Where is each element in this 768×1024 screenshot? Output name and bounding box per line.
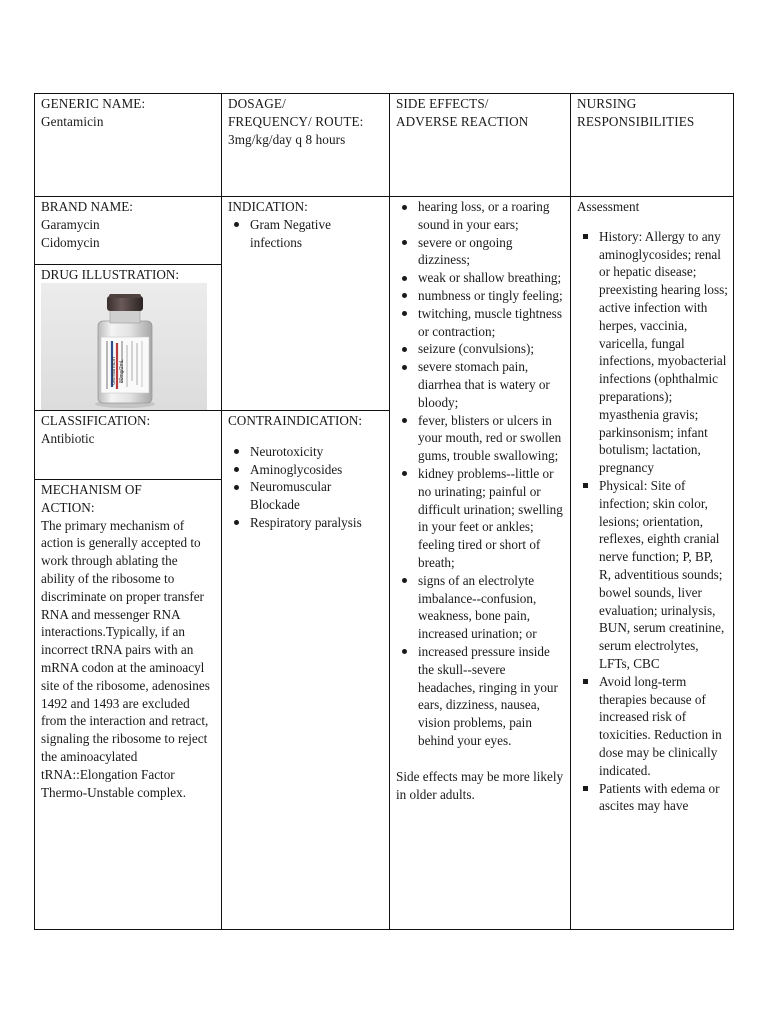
list-item: severe stomach pain, diarrhea that is watery or bloody; (396, 358, 565, 411)
side-effects-footer: Side effects may be more likely in older adults. (396, 768, 564, 802)
list-item: fever, blisters or ulcers in your mouth, red or swollen gums, trouble swallowing; (396, 412, 565, 465)
nursing-header-cell (571, 94, 733, 131)
contraindication-list (228, 443, 384, 532)
assessment-label: Assessment (577, 199, 640, 214)
table-border-right (733, 93, 734, 930)
brand-name-cell (35, 197, 221, 251)
dosage-label-line1: DOSAGE/ (228, 96, 286, 111)
brand-name-label: BRAND NAME: (41, 199, 133, 214)
dosage-cell (222, 94, 389, 148)
list-item: Aminoglycosides (228, 461, 384, 479)
list-item: Avoid long-term therapies because of increased risk of toxicities. Reduction in dose may be clinically indicated. (577, 673, 728, 780)
mechanism-label-line1: MECHANISM OF (41, 482, 142, 497)
side-effects-header-cell (390, 94, 570, 131)
list-item: numbness or tingly feeling; (396, 287, 565, 305)
list-item: severe or ongoing dizziness; (396, 234, 565, 270)
classification-label: CLASSIFICATION: (41, 413, 151, 428)
generic-name-label: GENERIC NAME: (41, 96, 146, 111)
list-item: twitching, muscle tightness or contraction; (396, 305, 565, 341)
side-effects-header-line1: SIDE EFFECTS/ (396, 96, 489, 111)
mechanism-text: The primary mechanism of action is generally accepted to work through ablating the ability of the ribosome to discriminate on proper transfer RNA and messenger RNA interactions.Typically, if an incorrect tRNA pairs with an mRNA codon at the aminoacyl site of the ribosome, adenosines 1492 and 1493 are excluded from the interaction and retract, signaling the ribosome to reject the aminoacylated tRNA::Elongation Factor Thermo-Unstable complex. (41, 517, 210, 800)
list-item: kidney problems--little or no urinating; painful or difficult urination; swelling in your feet or ankles; feeling tired or short of breath; (396, 465, 565, 572)
nursing-cell (571, 197, 733, 929)
drug-illustration-label: DRUG ILLUSTRATION: (41, 267, 180, 282)
table-border-bottom (34, 929, 734, 930)
side-effects-cell (390, 197, 570, 803)
list-item: Gram Negative infections (228, 216, 384, 252)
nursing-header-line2: RESPONSIBILITIES (577, 113, 695, 129)
vial-label-text-1: Gentamicin (111, 357, 117, 385)
list-item: signs of an electrolyte imbalance--confusion, weakness, bone pain, increased urination; or (396, 572, 565, 643)
list-item: History: Allergy to any aminoglycosides; renal or hepatic disease; preexisting hearing loss; active infection with herpes, vaccinia, varicella, fungal infections, myobacterial infections (ophthalmic preparations); myasthenia gravis; parkinsonism; infant botulism; lactation, pregnancy (577, 228, 728, 477)
side-effects-header-line2: ADVERSE REACTION (396, 113, 529, 129)
indication-label: INDICATION: (228, 199, 308, 214)
nursing-list (577, 228, 728, 815)
classification-value: Antibiotic (41, 430, 95, 446)
brand-name-value: Garamycin (41, 216, 100, 232)
list-item: seizure (convulsions); (396, 340, 565, 358)
list-item: increased pressure inside the skull--severe headaches, ringing in your ears, dizziness, nausea, vision problems, pain behind your eyes. (396, 643, 565, 750)
indication-cell (222, 197, 389, 251)
contraindication-label: CONTRAINDICATION: (228, 413, 363, 428)
drug-illustration-cell (35, 265, 221, 284)
nursing-header-line1: NURSING (577, 96, 637, 111)
list-item: hearing loss, or a roaring sound in your ears; (396, 198, 565, 234)
list-item: Neurotoxicity (228, 443, 384, 461)
dosage-value: 3mg/kg/day q 8 hours (228, 131, 346, 147)
dosage-label-line2: FREQUENCY/ ROUTE: (228, 113, 364, 129)
mechanism-label-line2: ACTION: (41, 499, 95, 515)
side-effects-list (396, 198, 565, 750)
list-item: Patients with edema or ascites may have (577, 780, 728, 816)
mechanism-cell (35, 480, 221, 801)
list-item: weak or shallow breathing; (396, 269, 565, 287)
drug-vial-image (41, 283, 207, 410)
brand-name-value: Cidomycin (41, 234, 100, 250)
list-item: Physical: Site of infection; skin color, lesions; orientation, reflexes, eighth cranial nerve function; P, BP, R, adventitious sounds; bowel sounds, liver evaluation; urinalysis, BUN, serum creatinine, serum electrolytes, LFTs, CBC (577, 477, 728, 673)
vial-illustration (41, 283, 207, 410)
list-item: Respiratory paralysis (228, 514, 384, 532)
generic-name-value: Gentamicin (41, 113, 104, 129)
list-item: Neuromuscular Blockade (228, 478, 384, 514)
indication-list (228, 216, 384, 252)
contraindication-cell (222, 411, 389, 532)
generic-name-cell (35, 94, 221, 131)
vial-label-text-2: 80mg/2mL (119, 359, 125, 383)
classification-cell (35, 411, 221, 448)
